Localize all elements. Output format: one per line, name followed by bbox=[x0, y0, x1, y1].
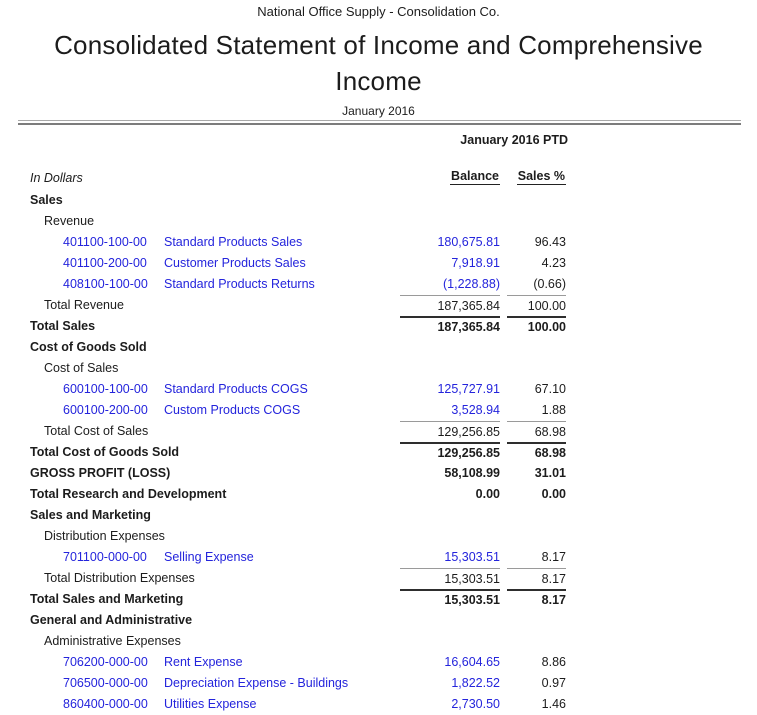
report-row bbox=[0, 337, 757, 358]
account-description-link[interactable]: Standard Products Returns bbox=[164, 277, 315, 291]
account-description-link[interactable]: Selling Expense bbox=[164, 550, 254, 564]
account-label bbox=[0, 253, 400, 274]
sales-pct-value: 1.46 bbox=[541, 697, 566, 711]
account-description-link[interactable]: Customer Products Sales bbox=[164, 256, 306, 270]
balance-value bbox=[400, 337, 500, 358]
report-row bbox=[0, 547, 757, 568]
report-row bbox=[0, 694, 757, 715]
row-label: Total Distribution Expenses bbox=[44, 571, 195, 585]
account-number-link[interactable]: 408100-100-00 bbox=[63, 277, 148, 291]
balance-value: 187,365.84 bbox=[400, 295, 500, 316]
account-label bbox=[0, 400, 400, 421]
report-title-line2: Income bbox=[335, 66, 422, 96]
balance-value-link[interactable]: 7,918.91 bbox=[451, 256, 500, 270]
sales-pct-value: 100.00 bbox=[507, 295, 566, 316]
sales-pct-value: 8.17 bbox=[541, 550, 566, 564]
report-row bbox=[0, 358, 757, 379]
balance-value-link[interactable]: 16,604.65 bbox=[444, 655, 500, 669]
account-description-link[interactable]: Utilities Expense bbox=[164, 697, 257, 711]
report-row bbox=[0, 316, 757, 337]
sales-pct-value bbox=[507, 211, 566, 232]
report-row bbox=[0, 232, 757, 253]
row-label: Distribution Expenses bbox=[44, 529, 165, 543]
sales-pct-value: 0.97 bbox=[541, 676, 566, 690]
row-label: Cost of Sales bbox=[44, 361, 119, 375]
report-row bbox=[0, 400, 757, 421]
balance-value: 15,303.51 bbox=[400, 589, 500, 610]
column-header-row bbox=[0, 165, 757, 185]
balance-value-link[interactable]: (1,228.88) bbox=[443, 277, 500, 291]
account-label bbox=[0, 232, 400, 253]
account-description-link[interactable]: Depreciation Expense - Buildings bbox=[164, 676, 349, 690]
account-number-link[interactable]: 706500-000-00 bbox=[63, 676, 148, 690]
report-row bbox=[0, 295, 757, 316]
balance-value-link[interactable]: 3,528.94 bbox=[451, 403, 500, 417]
report-row bbox=[0, 211, 757, 232]
account-number-link[interactable]: 600100-200-00 bbox=[63, 403, 148, 417]
report-row bbox=[0, 274, 757, 295]
balance-value bbox=[400, 190, 500, 211]
sales-pct-value bbox=[507, 358, 566, 379]
sales-pct-value: 4.23 bbox=[541, 256, 566, 270]
sales-pct-value: 67.10 bbox=[534, 382, 566, 396]
report-row bbox=[0, 505, 757, 526]
sales-pct-value: 0.00 bbox=[541, 487, 566, 501]
account-label bbox=[0, 379, 400, 400]
period-column-header: January 2016 PTD bbox=[460, 133, 568, 147]
sales-pct-value bbox=[507, 526, 566, 547]
sales-pct-value: 96.43 bbox=[534, 235, 566, 249]
sales-pct-value bbox=[507, 337, 566, 358]
balance-value bbox=[400, 505, 500, 526]
report-row bbox=[0, 568, 757, 589]
balance-value: 129,256.85 bbox=[400, 421, 500, 442]
account-label bbox=[0, 274, 400, 295]
row-label: Total Sales bbox=[30, 319, 96, 333]
sales-pct-value: 68.98 bbox=[507, 442, 566, 463]
account-number-link[interactable]: 401100-200-00 bbox=[63, 256, 147, 270]
report-row bbox=[0, 631, 757, 652]
account-description-link[interactable]: Custom Products COGS bbox=[164, 403, 301, 417]
report-row bbox=[0, 253, 757, 274]
balance-value bbox=[400, 211, 500, 232]
report-row bbox=[0, 484, 757, 505]
row-label: General and Administrative bbox=[30, 613, 193, 627]
account-label bbox=[0, 652, 400, 673]
sales-pct-value: 8.17 bbox=[507, 589, 566, 610]
row-label: Revenue bbox=[44, 214, 95, 228]
row-label: Administrative Expenses bbox=[44, 634, 181, 648]
sales-pct-value: 68.98 bbox=[507, 421, 566, 442]
sales-pct-value: 1.88 bbox=[541, 403, 566, 417]
account-number-link[interactable]: 860400-000-00 bbox=[63, 697, 148, 711]
sales-pct-value: 31.01 bbox=[534, 466, 566, 480]
units-label: In Dollars bbox=[30, 171, 83, 185]
account-number-link[interactable]: 600100-100-00 bbox=[63, 382, 148, 396]
sales-pct-column-header: Sales % bbox=[517, 169, 565, 183]
balance-value-link[interactable]: 125,727.91 bbox=[437, 382, 500, 396]
balance-value-link[interactable]: 2,730.50 bbox=[451, 697, 500, 711]
sales-pct-value bbox=[507, 505, 566, 526]
sales-pct-value: 100.00 bbox=[507, 316, 566, 337]
account-number-link[interactable]: 706200-000-00 bbox=[63, 655, 148, 669]
sales-pct-value bbox=[507, 631, 566, 652]
sales-pct-value bbox=[507, 190, 566, 211]
sales-pct-value bbox=[507, 610, 566, 631]
report-row bbox=[0, 463, 757, 484]
row-label: Total Revenue bbox=[44, 298, 124, 312]
row-label: Total Cost of Sales bbox=[44, 424, 149, 438]
report-row bbox=[0, 421, 757, 442]
report-body bbox=[0, 190, 757, 715]
account-label bbox=[0, 547, 400, 568]
row-label: GROSS PROFIT (LOSS) bbox=[30, 466, 171, 480]
company-name: National Office Supply - Consolidation Co. bbox=[257, 4, 500, 19]
sales-pct-value: 8.17 bbox=[507, 568, 566, 589]
report-title-line1: Consolidated Statement of Income and Comprehensive bbox=[54, 30, 703, 60]
account-number-link[interactable]: 401100-100-00 bbox=[63, 235, 147, 249]
report-row bbox=[0, 673, 757, 694]
row-label: Total Research and Development bbox=[30, 487, 227, 501]
balance-value-link[interactable]: 15,303.51 bbox=[444, 550, 500, 564]
account-number-link[interactable]: 701100-000-00 bbox=[63, 550, 147, 564]
report-row bbox=[0, 610, 757, 631]
report-row bbox=[0, 589, 757, 610]
balance-value-link[interactable]: 1,822.52 bbox=[451, 676, 500, 690]
account-description-link[interactable]: Rent Expense bbox=[164, 655, 243, 669]
balance-value: 58,108.99 bbox=[444, 466, 500, 480]
report-row bbox=[0, 442, 757, 463]
row-label: Total Sales and Marketing bbox=[30, 592, 184, 606]
account-label bbox=[0, 694, 400, 715]
row-label: Sales bbox=[30, 193, 63, 207]
balance-value bbox=[400, 526, 500, 547]
account-description-link[interactable]: Standard Products COGS bbox=[164, 382, 308, 396]
sales-pct-value: 8.86 bbox=[541, 655, 566, 669]
report-period: January 2016 bbox=[342, 104, 415, 118]
balance-value: 187,365.84 bbox=[400, 316, 500, 337]
sales-pct-value: (0.66) bbox=[533, 277, 566, 291]
balance-value bbox=[400, 610, 500, 631]
report-row bbox=[0, 190, 757, 211]
balance-value-link[interactable]: 180,675.81 bbox=[437, 235, 500, 249]
balance-value: 15,303.51 bbox=[400, 568, 500, 589]
account-label bbox=[0, 673, 400, 694]
row-label: Sales and Marketing bbox=[30, 508, 151, 522]
balance-value: 0.00 bbox=[475, 487, 500, 501]
balance-value bbox=[400, 358, 500, 379]
balance-value: 129,256.85 bbox=[400, 442, 500, 463]
balance-value bbox=[400, 631, 500, 652]
row-label: Total Cost of Goods Sold bbox=[30, 445, 180, 459]
report-row bbox=[0, 526, 757, 547]
account-description-link[interactable]: Standard Products Sales bbox=[164, 235, 303, 249]
report-row bbox=[0, 379, 757, 400]
balance-column-header: Balance bbox=[451, 169, 499, 183]
row-label: Cost of Goods Sold bbox=[30, 340, 147, 354]
header-divider bbox=[18, 120, 741, 125]
report-row bbox=[0, 652, 757, 673]
